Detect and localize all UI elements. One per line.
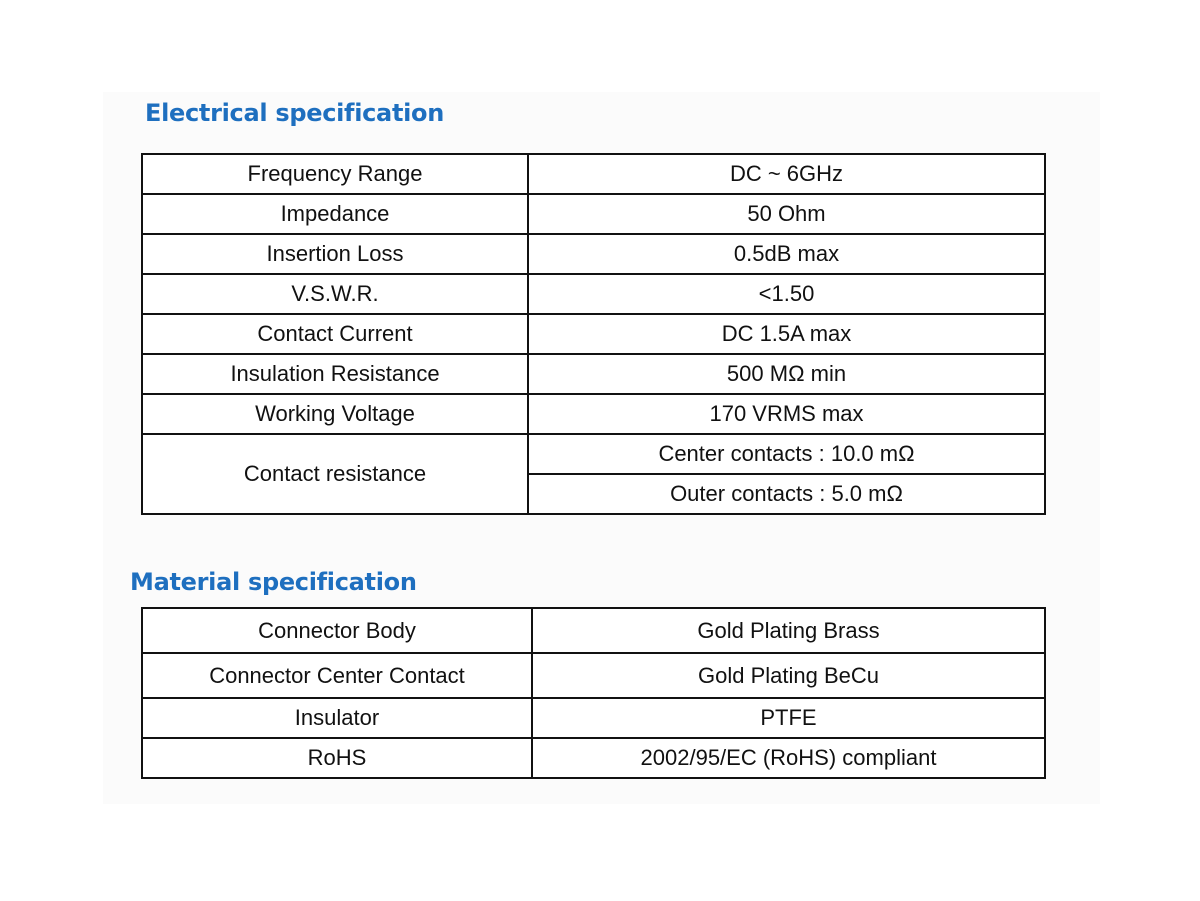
spec-value: 0.5dB max: [528, 234, 1045, 274]
spec-label: Working Voltage: [142, 394, 528, 434]
spec-label: Contact Current: [142, 314, 528, 354]
spec-value: DC ~ 6GHz: [528, 154, 1045, 194]
spec-label: Impedance: [142, 194, 528, 234]
spec-value: 2002/95/EC (RoHS) compliant: [532, 738, 1045, 778]
material-specification-table: [141, 607, 1046, 779]
spec-value: 170 VRMS max: [528, 394, 1045, 434]
table-row: [142, 738, 1045, 778]
spec-label: Frequency Range: [142, 154, 528, 194]
table-row: [142, 354, 1045, 394]
table-row: [142, 698, 1045, 738]
center-contacts-value: Center contacts : 10.0 mΩ: [528, 434, 1045, 474]
spec-value: Gold Plating Brass: [532, 608, 1045, 653]
table-row: [142, 194, 1045, 234]
spec-value: DC 1.5A max: [528, 314, 1045, 354]
table-row: [142, 608, 1045, 653]
spec-label: Connector Center Contact: [142, 653, 532, 698]
table-row: [142, 274, 1045, 314]
spec-label: V.S.W.R.: [142, 274, 528, 314]
table-row: [142, 434, 1045, 474]
table-row: [142, 314, 1045, 354]
spec-value: PTFE: [532, 698, 1045, 738]
outer-contacts-value: Outer contacts : 5.0 mΩ: [528, 474, 1045, 514]
spec-value: <1.50: [528, 274, 1045, 314]
spec-value: 500 MΩ min: [528, 354, 1045, 394]
spec-label: Insertion Loss: [142, 234, 528, 274]
material-specification-heading: Material specification: [130, 568, 417, 596]
table-row: [142, 394, 1045, 434]
spec-label: RoHS: [142, 738, 532, 778]
table-row: [142, 234, 1045, 274]
electrical-specification-table: [141, 153, 1046, 515]
spec-value: 50 Ohm: [528, 194, 1045, 234]
spec-value: Gold Plating BeCu: [532, 653, 1045, 698]
table-row: [142, 653, 1045, 698]
spec-label: Connector Body: [142, 608, 532, 653]
spec-label: Insulation Resistance: [142, 354, 528, 394]
contact-resistance-label: Contact resistance: [142, 434, 528, 514]
spec-label: Insulator: [142, 698, 532, 738]
table-row: [142, 154, 1045, 194]
electrical-specification-heading: Electrical specification: [145, 99, 445, 127]
